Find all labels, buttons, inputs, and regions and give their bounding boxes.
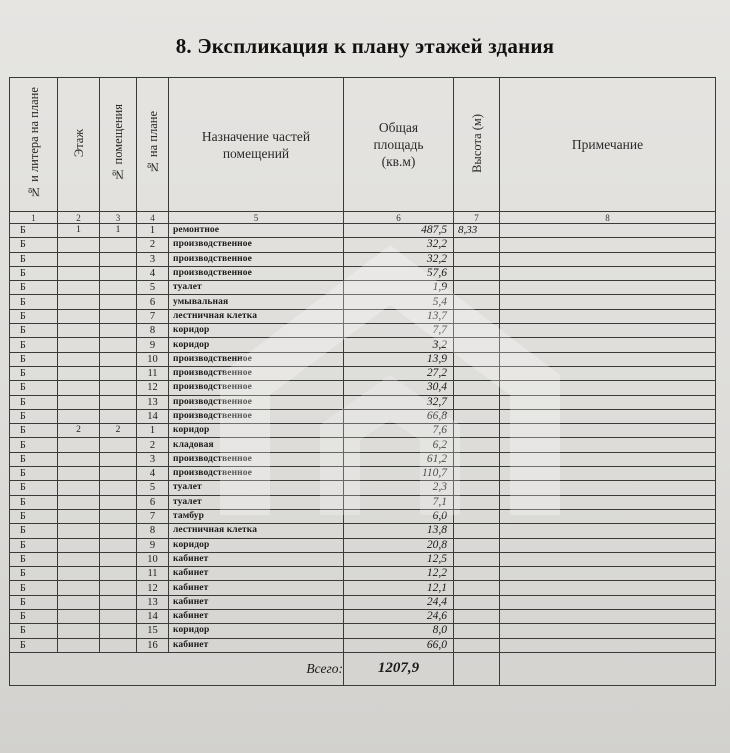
purpose-cell: коридор	[169, 338, 344, 352]
note-cell	[500, 581, 716, 595]
plan-number-cell: 3	[137, 252, 169, 266]
room-number-cell	[100, 624, 137, 638]
purpose-cell: лестничная клетка	[169, 309, 344, 323]
purpose-cell: ремонтное	[169, 224, 344, 238]
area-cell: 110,7	[344, 467, 454, 481]
height-cell	[454, 309, 500, 323]
note-cell	[500, 324, 716, 338]
table-row	[10, 395, 716, 409]
header-room-number: № помещения	[100, 78, 137, 212]
area-cell: 13,7	[344, 309, 454, 323]
height-cell	[454, 409, 500, 423]
table-row	[10, 638, 716, 652]
purpose-cell: кабинет	[169, 638, 344, 652]
purpose-cell: коридор	[169, 538, 344, 552]
room-number-cell	[100, 252, 137, 266]
floor-cell: 2	[58, 424, 100, 438]
note-cell	[500, 238, 716, 252]
plan-number-cell: 11	[137, 366, 169, 380]
note-cell	[500, 395, 716, 409]
table-row	[10, 324, 716, 338]
plan-number-cell: 11	[137, 567, 169, 581]
column-number-row	[10, 212, 716, 224]
column-number: 4	[137, 212, 169, 224]
floor-cell: 1	[58, 224, 100, 238]
table-row	[10, 595, 716, 609]
area-cell: 12,2	[344, 567, 454, 581]
liter-cell: Б	[10, 395, 58, 409]
floor-cell	[58, 352, 100, 366]
note-cell	[500, 352, 716, 366]
room-number-cell	[100, 381, 137, 395]
height-cell	[454, 581, 500, 595]
area-cell: 32,2	[344, 252, 454, 266]
purpose-cell: коридор	[169, 324, 344, 338]
table-body	[10, 224, 716, 653]
plan-number-cell: 14	[137, 610, 169, 624]
floor-cell	[58, 366, 100, 380]
height-cell	[454, 467, 500, 481]
area-cell: 487,5	[344, 224, 454, 238]
area-cell: 20,8	[344, 538, 454, 552]
area-cell: 12,1	[344, 581, 454, 595]
height-cell	[454, 524, 500, 538]
liter-cell: Б	[10, 281, 58, 295]
room-number-cell	[100, 366, 137, 380]
plan-number-cell: 7	[137, 509, 169, 523]
area-cell: 13,9	[344, 352, 454, 366]
purpose-cell: тамбур	[169, 509, 344, 523]
column-number: 3	[100, 212, 137, 224]
plan-number-cell: 6	[137, 495, 169, 509]
room-number-cell	[100, 352, 137, 366]
room-number-cell	[100, 638, 137, 652]
plan-number-cell: 4	[137, 467, 169, 481]
liter-cell: Б	[10, 595, 58, 609]
note-cell	[500, 366, 716, 380]
liter-cell: Б	[10, 381, 58, 395]
room-number-cell	[100, 509, 137, 523]
table-row	[10, 338, 716, 352]
room-number-cell	[100, 409, 137, 423]
liter-cell: Б	[10, 295, 58, 309]
purpose-cell: лестничная клетка	[169, 524, 344, 538]
note-cell	[500, 552, 716, 566]
note-cell	[500, 567, 716, 581]
plan-number-cell: 12	[137, 581, 169, 595]
note-cell	[500, 281, 716, 295]
purpose-cell: производственное	[169, 452, 344, 466]
liter-cell: Б	[10, 338, 58, 352]
plan-number-cell: 3	[137, 452, 169, 466]
room-number-cell	[100, 595, 137, 609]
height-cell	[454, 481, 500, 495]
note-cell	[500, 424, 716, 438]
height-cell	[454, 438, 500, 452]
total-row	[10, 652, 716, 685]
liter-cell: Б	[10, 452, 58, 466]
plan-number-cell: 13	[137, 395, 169, 409]
note-cell	[500, 509, 716, 523]
plan-number-cell: 9	[137, 538, 169, 552]
floor-cell	[58, 295, 100, 309]
total-value: 1207,9	[344, 652, 454, 685]
note-cell	[500, 295, 716, 309]
purpose-cell: производственное	[169, 366, 344, 380]
purpose-cell: туалет	[169, 495, 344, 509]
plan-number-cell: 14	[137, 409, 169, 423]
purpose-cell: умывальная	[169, 295, 344, 309]
liter-cell: Б	[10, 224, 58, 238]
room-number-cell	[100, 467, 137, 481]
table-row	[10, 624, 716, 638]
note-cell	[500, 638, 716, 652]
header-floor: Этаж	[58, 78, 100, 212]
liter-cell: Б	[10, 252, 58, 266]
purpose-cell: кабинет	[169, 552, 344, 566]
area-cell: 32,2	[344, 238, 454, 252]
total-label: Всего:	[10, 652, 344, 685]
table-row	[10, 610, 716, 624]
area-cell: 6,0	[344, 509, 454, 523]
floor-cell	[58, 495, 100, 509]
room-number-cell	[100, 481, 137, 495]
plan-number-cell: 5	[137, 481, 169, 495]
table-row	[10, 252, 716, 266]
header-plan-number: № на плане	[137, 78, 169, 212]
liter-cell: Б	[10, 238, 58, 252]
plan-number-cell: 16	[137, 638, 169, 652]
area-cell: 3,2	[344, 338, 454, 352]
column-number: 2	[58, 212, 100, 224]
header-row	[10, 78, 716, 212]
plan-number-cell: 1	[137, 224, 169, 238]
column-number: 6	[344, 212, 454, 224]
plan-number-cell: 2	[137, 438, 169, 452]
area-cell: 24,6	[344, 610, 454, 624]
table-row	[10, 309, 716, 323]
header-note: Примечание	[500, 78, 716, 212]
header-height: Высота (м)	[454, 78, 500, 212]
liter-cell: Б	[10, 352, 58, 366]
liter-cell: Б	[10, 610, 58, 624]
plan-number-cell: 5	[137, 281, 169, 295]
area-cell: 13,8	[344, 524, 454, 538]
header-liter: № и литера на плане	[10, 78, 58, 212]
note-cell	[500, 381, 716, 395]
room-number-cell	[100, 266, 137, 280]
plan-number-cell: 1	[137, 424, 169, 438]
liter-cell: Б	[10, 438, 58, 452]
area-cell: 5,4	[344, 295, 454, 309]
column-number: 1	[10, 212, 58, 224]
total-note-cell	[500, 652, 716, 685]
note-cell	[500, 438, 716, 452]
height-cell	[454, 295, 500, 309]
height-cell	[454, 424, 500, 438]
plan-number-cell: 6	[137, 295, 169, 309]
height-cell	[454, 281, 500, 295]
height-cell	[454, 495, 500, 509]
purpose-cell: кладовая	[169, 438, 344, 452]
floor-cell	[58, 266, 100, 280]
floor-cell	[58, 452, 100, 466]
note-cell	[500, 524, 716, 538]
floor-cell	[58, 309, 100, 323]
floor-cell	[58, 252, 100, 266]
room-number-cell	[100, 324, 137, 338]
liter-cell: Б	[10, 467, 58, 481]
note-cell	[500, 452, 716, 466]
height-cell	[454, 252, 500, 266]
room-number-cell	[100, 238, 137, 252]
room-number-cell	[100, 338, 137, 352]
purpose-cell: туалет	[169, 481, 344, 495]
plan-number-cell: 10	[137, 552, 169, 566]
liter-cell: Б	[10, 424, 58, 438]
area-cell: 57,6	[344, 266, 454, 280]
floor-cell	[58, 338, 100, 352]
note-cell	[500, 252, 716, 266]
floor-cell	[58, 409, 100, 423]
note-cell	[500, 595, 716, 609]
room-number-cell	[100, 567, 137, 581]
room-number-cell	[100, 281, 137, 295]
height-cell	[454, 595, 500, 609]
floor-cell	[58, 524, 100, 538]
floor-cell	[58, 610, 100, 624]
floor-cell	[58, 281, 100, 295]
purpose-cell: производственное	[169, 409, 344, 423]
column-number: 5	[169, 212, 344, 224]
purpose-cell: производственное	[169, 238, 344, 252]
table-row	[10, 424, 716, 438]
floor-cell	[58, 481, 100, 495]
room-number-cell	[100, 452, 137, 466]
note-cell	[500, 481, 716, 495]
table-row	[10, 524, 716, 538]
room-number-cell	[100, 610, 137, 624]
floor-cell	[58, 581, 100, 595]
area-cell: 6,2	[344, 438, 454, 452]
area-cell: 7,1	[344, 495, 454, 509]
floor-cell	[58, 638, 100, 652]
note-cell	[500, 495, 716, 509]
floor-cell	[58, 538, 100, 552]
purpose-cell: производственное	[169, 395, 344, 409]
room-number-cell	[100, 395, 137, 409]
floor-cell	[58, 595, 100, 609]
note-cell	[500, 409, 716, 423]
area-cell: 2,3	[344, 481, 454, 495]
area-cell: 66,0	[344, 638, 454, 652]
explication-table	[9, 77, 716, 686]
plan-number-cell: 9	[137, 338, 169, 352]
table-row	[10, 409, 716, 423]
plan-number-cell: 13	[137, 595, 169, 609]
table-row	[10, 366, 716, 380]
column-number: 7	[454, 212, 500, 224]
table-row	[10, 509, 716, 523]
purpose-cell: производственное	[169, 381, 344, 395]
table-row	[10, 581, 716, 595]
floor-cell	[58, 238, 100, 252]
header-area: Общая площадь (кв.м)	[344, 78, 454, 212]
plan-number-cell: 10	[137, 352, 169, 366]
floor-cell	[58, 395, 100, 409]
table-row	[10, 224, 716, 238]
purpose-cell: туалет	[169, 281, 344, 295]
area-cell: 32,7	[344, 395, 454, 409]
area-cell: 1,9	[344, 281, 454, 295]
height-cell	[454, 366, 500, 380]
height-cell	[454, 238, 500, 252]
height-cell	[454, 452, 500, 466]
floor-cell	[58, 467, 100, 481]
purpose-cell: кабинет	[169, 595, 344, 609]
plan-number-cell: 8	[137, 324, 169, 338]
height-cell	[454, 567, 500, 581]
floor-cell	[58, 567, 100, 581]
purpose-cell: производственное	[169, 266, 344, 280]
note-cell	[500, 224, 716, 238]
table-row	[10, 495, 716, 509]
area-cell: 7,7	[344, 324, 454, 338]
liter-cell: Б	[10, 409, 58, 423]
liter-cell: Б	[10, 538, 58, 552]
note-cell	[500, 266, 716, 280]
note-cell	[500, 624, 716, 638]
note-cell	[500, 338, 716, 352]
plan-number-cell: 12	[137, 381, 169, 395]
liter-cell: Б	[10, 581, 58, 595]
height-cell	[454, 552, 500, 566]
column-number: 8	[500, 212, 716, 224]
plan-number-cell: 7	[137, 309, 169, 323]
area-cell: 61,2	[344, 452, 454, 466]
height-cell	[454, 381, 500, 395]
room-number-cell	[100, 438, 137, 452]
height-cell	[454, 338, 500, 352]
liter-cell: Б	[10, 266, 58, 280]
floor-cell	[58, 509, 100, 523]
header-purpose: Назначение частей помещений	[169, 78, 344, 212]
area-cell: 8,0	[344, 624, 454, 638]
liter-cell: Б	[10, 366, 58, 380]
liter-cell: Б	[10, 624, 58, 638]
plan-number-cell: 4	[137, 266, 169, 280]
note-cell	[500, 538, 716, 552]
liter-cell: Б	[10, 309, 58, 323]
liter-cell: Б	[10, 324, 58, 338]
table-row	[10, 352, 716, 366]
table-row	[10, 467, 716, 481]
purpose-cell: производственное	[169, 252, 344, 266]
table-row	[10, 238, 716, 252]
liter-cell: Б	[10, 495, 58, 509]
table-row	[10, 567, 716, 581]
purpose-cell: кабинет	[169, 581, 344, 595]
height-cell	[454, 324, 500, 338]
plan-number-cell: 2	[137, 238, 169, 252]
purpose-cell: кабинет	[169, 610, 344, 624]
table-row	[10, 481, 716, 495]
table-row	[10, 266, 716, 280]
table-row	[10, 281, 716, 295]
plan-number-cell: 15	[137, 624, 169, 638]
table-row	[10, 438, 716, 452]
area-cell: 30,4	[344, 381, 454, 395]
purpose-cell: производственное	[169, 352, 344, 366]
page-title: 8. Экспликация к плану этажей здания	[175, 34, 555, 58]
purpose-cell: коридор	[169, 424, 344, 438]
table-row	[10, 381, 716, 395]
height-cell	[454, 610, 500, 624]
plan-number-cell: 8	[137, 524, 169, 538]
floor-cell	[58, 624, 100, 638]
floor-cell	[58, 552, 100, 566]
area-cell: 66,8	[344, 409, 454, 423]
purpose-cell: производственное	[169, 467, 344, 481]
room-number-cell: 2	[100, 424, 137, 438]
height-cell	[454, 509, 500, 523]
room-number-cell	[100, 295, 137, 309]
floor-cell	[58, 324, 100, 338]
liter-cell: Б	[10, 567, 58, 581]
table-row	[10, 538, 716, 552]
room-number-cell: 1	[100, 224, 137, 238]
area-cell: 27,2	[344, 366, 454, 380]
room-number-cell	[100, 538, 137, 552]
table-row	[10, 295, 716, 309]
liter-cell: Б	[10, 524, 58, 538]
room-number-cell	[100, 495, 137, 509]
note-cell	[500, 309, 716, 323]
height-cell: 8,33	[454, 224, 500, 238]
height-cell	[454, 266, 500, 280]
purpose-cell: кабинет	[169, 567, 344, 581]
area-cell: 7,6	[344, 424, 454, 438]
purpose-cell: коридор	[169, 624, 344, 638]
liter-cell: Б	[10, 638, 58, 652]
room-number-cell	[100, 309, 137, 323]
height-cell	[454, 638, 500, 652]
table-row	[10, 552, 716, 566]
liter-cell: Б	[10, 509, 58, 523]
liter-cell: Б	[10, 552, 58, 566]
floor-cell	[58, 381, 100, 395]
room-number-cell	[100, 581, 137, 595]
area-cell: 12,5	[344, 552, 454, 566]
room-number-cell	[100, 524, 137, 538]
note-cell	[500, 610, 716, 624]
table-row	[10, 452, 716, 466]
height-cell	[454, 352, 500, 366]
height-cell	[454, 538, 500, 552]
height-cell	[454, 624, 500, 638]
room-number-cell	[100, 552, 137, 566]
liter-cell: Б	[10, 481, 58, 495]
floor-cell	[58, 438, 100, 452]
note-cell	[500, 467, 716, 481]
total-height-cell	[454, 652, 500, 685]
area-cell: 24,4	[344, 595, 454, 609]
height-cell	[454, 395, 500, 409]
